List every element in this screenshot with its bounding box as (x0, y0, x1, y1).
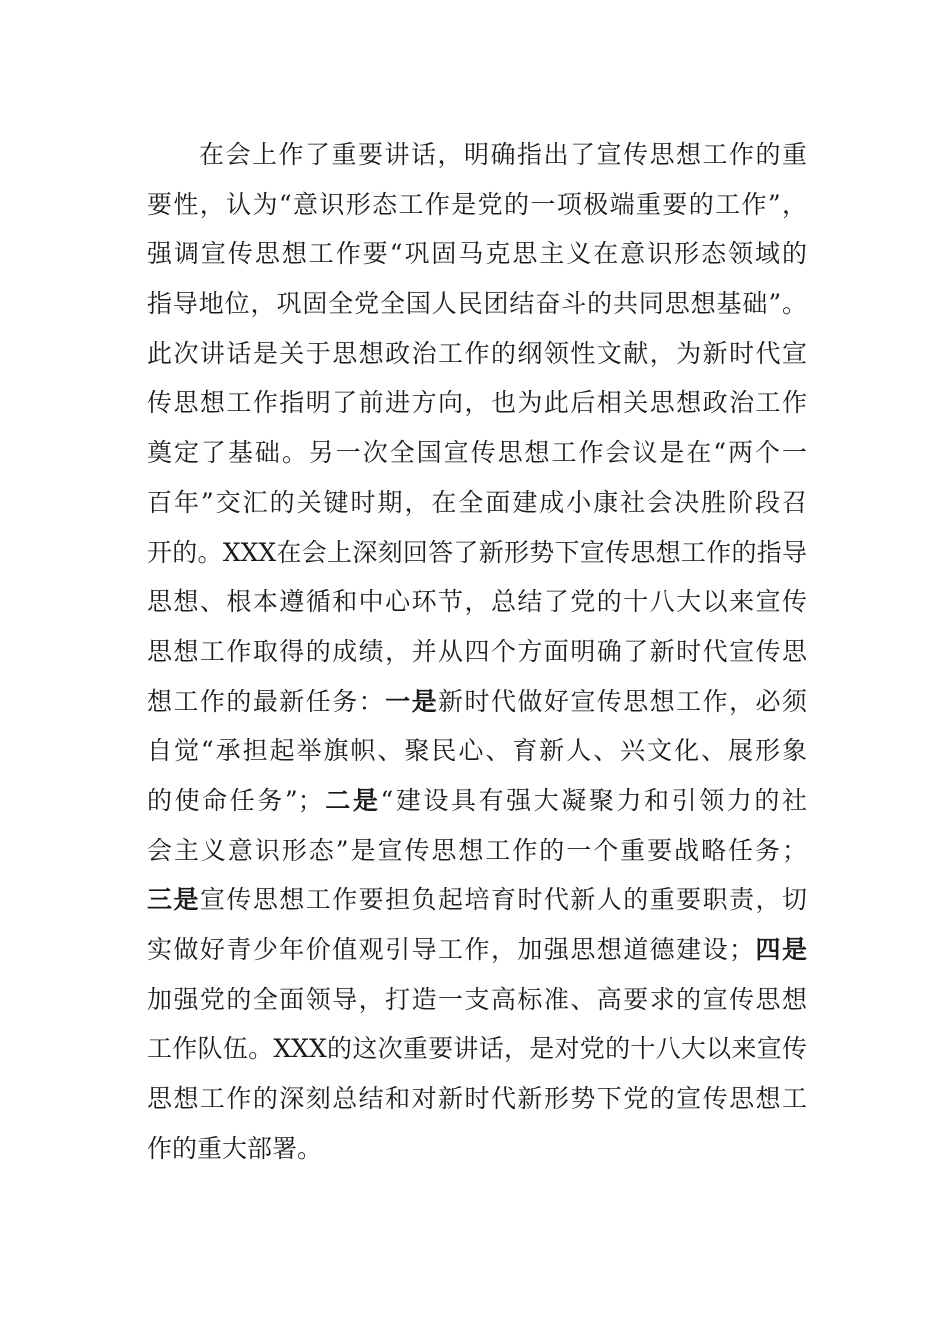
text-line: 要性，认为“意识形态工作是党的一项极端重要的工作”， (147, 189, 807, 219)
body-paragraph (147, 130, 807, 1173)
text-segment: 想工作的最新任务： (147, 686, 386, 716)
text-segment: 宣传思想工作要担负起培育时代新人的重要职责，切 (199, 885, 807, 915)
text-line (147, 776, 807, 826)
text-line: 指导地位，巩固全党全国人民团结奋斗的共同思想基础”。 (147, 289, 807, 319)
text-segment: 的使命任务”； (147, 785, 323, 815)
text-line: 在会上作了重要讲话，明确指出了宣传思想工作的重 (199, 140, 807, 169)
text-line: 加强党的全面领导，打造一支高标准、高要求的宣传思想 (147, 984, 807, 1014)
text-line: 传思想工作指明了前进方向，也为此后相关思想政治工作 (147, 388, 807, 418)
bold-keyword: 三是 (147, 885, 200, 915)
text-line: 思想工作的深刻总结和对新时代新形势下党的宣传思想工 (147, 1084, 807, 1114)
text-line: 此次讲话是关于思想政治工作的纲领性文献，为新时代宣 (147, 338, 807, 368)
text-line: 会主义意识形态”是宣传思想工作的一个重要战略任务； (147, 835, 807, 865)
text-line: 思想、根本遵循和中心环节，总结了党的十八大以来宣传 (147, 587, 807, 617)
text-segment: 实做好青少年价值观引导工作，加强思想道德建设； (147, 935, 755, 964)
text-segment: “建设具有强大凝聚力和引领力的社 (380, 785, 807, 815)
bold-keyword: 四是 (754, 935, 807, 964)
text-line: 强调宣传思想工作要“巩固马克思主义在意识形态领域的 (147, 239, 807, 269)
text-line (147, 677, 807, 727)
text-line: 作的重大部署。 (147, 1133, 323, 1163)
text-line (147, 875, 807, 925)
text-line: 奠定了基础。另一次全国宣传思想工作会议是在“两个一 (147, 438, 807, 468)
text-line: 自觉“承担起举旗帜、聚民心、育新人、兴文化、展形象 (147, 736, 807, 766)
text-line (147, 925, 807, 975)
text-line: 开的。XXX在会上深刻回答了新形势下宣传思想工作的指导 (147, 537, 807, 567)
bold-keyword: 二是 (322, 785, 381, 815)
text-line: 工作队伍。XXX的这次重要讲话，是对党的十八大以来宣传 (147, 1034, 807, 1064)
text-line: 百年”交汇的关键时期，在全面建成小康社会决胜阶段召 (147, 487, 807, 517)
bold-keyword: 一是 (385, 686, 439, 716)
text-line: 思想工作取得的成绩，并从四个方面明确了新时代宣传思 (147, 636, 807, 666)
text-segment: 新时代做好宣传思想工作，必须 (438, 686, 807, 716)
